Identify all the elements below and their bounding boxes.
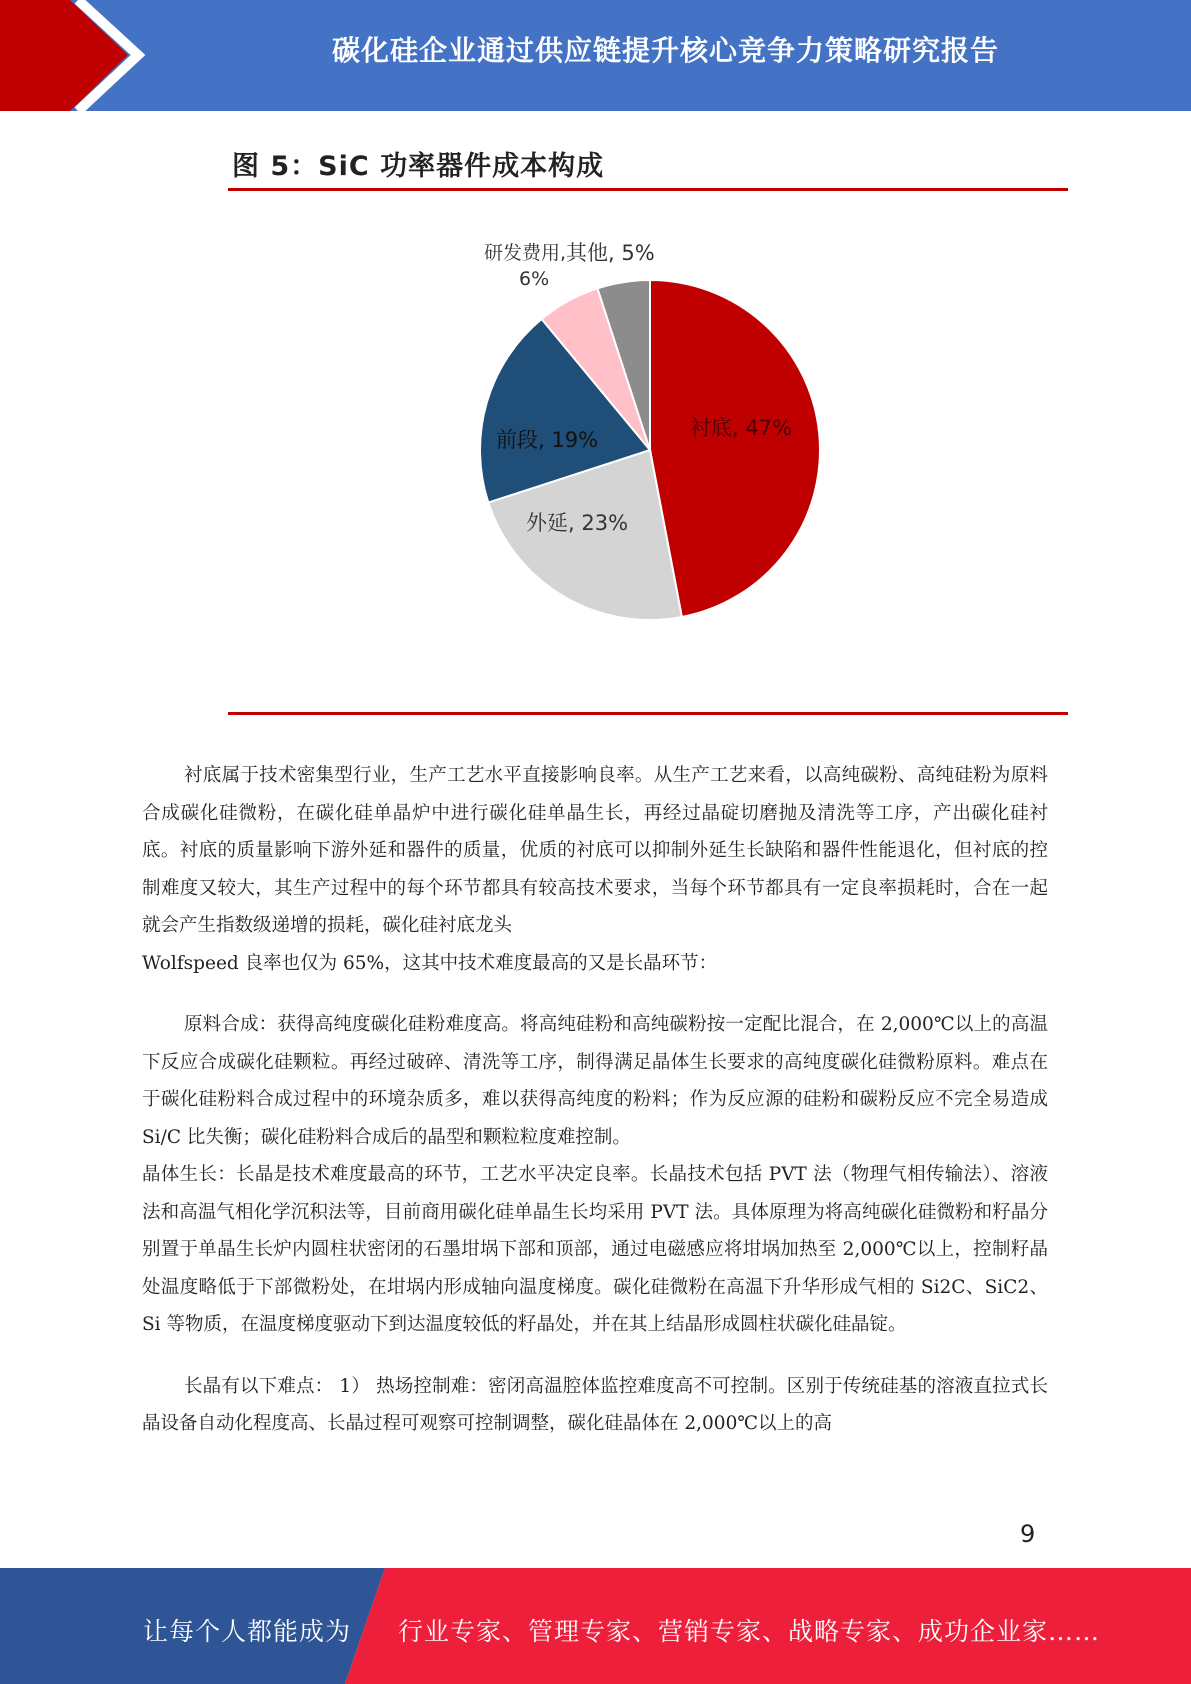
label-other: 其他, 5% (566, 241, 655, 265)
page-number: 9 (1020, 1520, 1036, 1548)
label-rnd-value: 6% (519, 268, 550, 290)
figure-bottom-rule (228, 712, 1068, 715)
header-arrow-decoration (0, 0, 160, 111)
figure-top-rule (228, 188, 1068, 191)
footer-slogan-right: 行业专家、管理专家、营销专家、战略专家、成功企业家…… (398, 1617, 1101, 1646)
label-frontend: 前段, 19% (496, 428, 599, 452)
paragraph: Wolfspeed 良率也仅为 65%，这其中技术难度最高的又是长晶环节： (142, 952, 718, 974)
header-title: 碳化硅企业通过供应链提升核心竞争力策略研究报告 (331, 34, 999, 67)
body-text (142, 757, 1048, 1443)
label-epitaxy: 外延, 23% (526, 511, 629, 535)
label-substrate: 衬底, 47% (690, 416, 793, 440)
paragraph: 晶体生长：长晶是技术难度最高的环节，工艺水平决定良率。长晶技术包括 PVT 法（物理气相传输法）、溶液法和高温气相化学沉积法等，目前商用碳化硅单晶生长均采用 PVT 法。具体原理为将高纯碳化硅微粉和籽晶分别置于单晶生长炉内圆柱状密闭的石墨坩埚下部和顶部，通过电磁感应将坩埚加热至 2,000℃以上，控制籽晶处温度略低于下部微粉处，在坩埚内形成轴向温度梯度。碳化硅微粉在高温下升华形成气相的 Si2C、SiC2、Si 等物质，在温度梯度驱动下到达温度较低的籽晶处，并在其上结晶形成圆柱状碳化硅晶锭。 (142, 1164, 1048, 1335)
figure-title: 图 5：SiC 功率器件成本构成 (232, 151, 605, 182)
paragraph: 长晶有以下难点： 1） 热场控制难：密闭高温腔体监控难度高不可控制。区别于传统硅基的溶液直拉式长晶设备自动化程度高、长晶过程可观察可控制调整，碳化硅晶体在 2,000℃以上的高 (142, 1375, 1048, 1434)
slice-substrate (650, 280, 820, 617)
paragraph: 原料合成：获得高纯度碳化硅粉难度高。将高纯硅粉和高纯碳粉按一定配比混合，在 2,000℃以上的高温下反应合成碳化硅颗粒。再经过破碎、清洗等工序，制得满足晶体生长要求的高纯度碳化硅微粉原料。难点在于碳化硅粉料合成过程中的环境杂质多，难以获得高纯度的粉料；作为反应源的硅粉和碳粉反应不完全易造成 Si/C 比失衡；碳化硅粉料合成后的晶型和颗粒粒度难控制。 (142, 1014, 1048, 1148)
pie-chart (420, 225, 840, 645)
paragraph: 衬底属于技术密集型行业，生产工艺水平直接影响良率。从生产工艺来看，以高纯碳粉、高纯硅粉为原料合成碳化硅微粉，在碳化硅单晶炉中进行碳化硅单晶生长，再经过晶碇切磨抛及清洗等工序，产出碳化硅衬底。衬底的质量影响下游外延和器件的质量，优质的衬底可以抑制外延生长缺陷和器件性能退化，但衬底的控制难度又较大，其生产过程中的每个环节都具有较高技术要求，当每个环节都具有一定良率损耗时，合在一起就会产生指数级递增的损耗，碳化硅衬底龙头 (142, 765, 1048, 936)
page-footer (0, 1568, 1191, 1684)
page-header (0, 0, 1191, 111)
footer-slogan-left: 让每个人都能成为 (143, 1617, 352, 1646)
label-rnd-name: 研发费用, (484, 242, 567, 264)
